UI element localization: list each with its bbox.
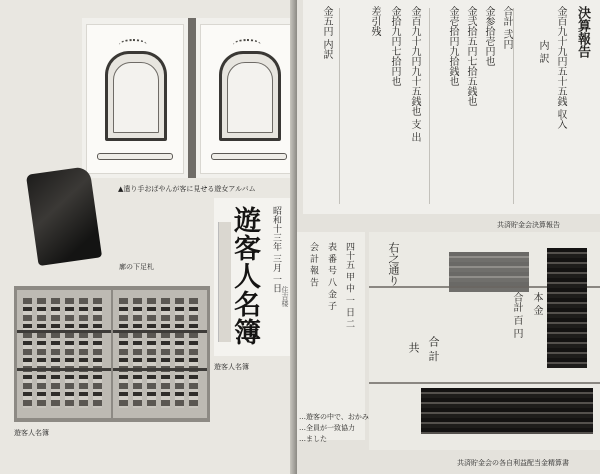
report-col: 金百九十九円五十五銭 収入: [555, 6, 566, 130]
settle-col: 右之通り: [387, 242, 400, 286]
settlement-caption: 共済貯金会の各自利益配当金精算書: [457, 459, 569, 467]
guestbook-date: 昭和十三年 三月 一日: [271, 206, 281, 293]
guestbook-title: 遊客人名簿: [229, 206, 260, 346]
tag-caption: 廓の下足札: [119, 263, 154, 271]
report-col: 金五円 内訳: [321, 6, 332, 60]
ledger-left-page: [17, 290, 111, 418]
report-col: 金弐拾五円七拾五銭也: [465, 6, 476, 106]
guestbook-sub: 住吉楼: [281, 286, 289, 307]
redacted-area: [421, 388, 593, 434]
report-col: 金参拾壱円也: [483, 6, 494, 66]
ledger-photo: [14, 286, 210, 422]
report-col: 差引残: [369, 6, 380, 36]
report-caption: 共済貯金会決算報告: [497, 221, 560, 229]
report-col: 金拾九円七拾円也: [389, 6, 400, 86]
report-photo: [303, 0, 600, 214]
report-col: 内 訳: [537, 40, 548, 64]
left-page: [0, 0, 297, 474]
album-spine: [188, 18, 196, 178]
note-line: …全員が一致協力: [299, 424, 355, 432]
note-line: …遊客の中で、おかみ: [299, 413, 369, 421]
note-photo: 四十五 甲 中 一 日 二 表 番 号 八 金 子 会 計 報 告: [297, 232, 365, 440]
ledger-caption: 遊客人名簿: [14, 429, 49, 437]
right-page: [297, 0, 600, 474]
redacted-area: [547, 248, 587, 368]
settlement-photo: [369, 232, 600, 450]
report-title: 決算報告: [575, 6, 590, 58]
name-slot: [211, 153, 287, 160]
redacted-area: [449, 252, 529, 292]
guestbook-cover-photo: [214, 198, 298, 356]
album-right-page: [200, 24, 298, 174]
photo-frame: [219, 51, 281, 141]
ledger-right-page: [113, 290, 207, 418]
album-caption: ▲遣り手おばやんが客に見せる遊女アルバム: [118, 185, 256, 193]
name-slot: [97, 153, 173, 160]
album-photo: [82, 18, 300, 178]
settle-col: 合計 百 円: [511, 292, 522, 339]
settle-col: 共: [407, 342, 420, 353]
report-col: 金百九十九円九十五銭也 支 出: [409, 6, 420, 143]
ornament-icon: [119, 39, 147, 51]
settle-col: 本 金: [531, 292, 542, 316]
guestbook-caption: 遊客人名簿: [214, 363, 249, 371]
report-col: 合計 弐円: [501, 6, 512, 50]
album-left-page: [86, 24, 184, 174]
photo-frame: [105, 51, 167, 141]
wooden-tag: [26, 166, 102, 266]
settle-col: 合 計: [427, 336, 440, 362]
report-col: 金壱拾円九拾銭也: [447, 6, 458, 86]
ornament-icon: [233, 39, 261, 51]
tag-photo: [24, 160, 104, 268]
note-line: …ました: [299, 435, 327, 443]
